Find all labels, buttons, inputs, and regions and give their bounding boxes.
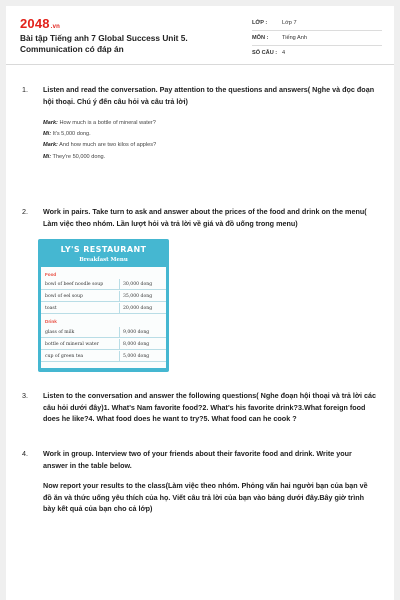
dialogue-text: It's 5,000 dong. bbox=[52, 131, 91, 138]
menu-item: cup of green tea bbox=[45, 353, 84, 359]
class-value: Lớp 7 bbox=[282, 20, 297, 26]
menu-price: 30,000 dong bbox=[123, 281, 153, 287]
question-number: 2. bbox=[22, 207, 28, 216]
subject-value: Tiếng Anh bbox=[282, 35, 307, 41]
menu-title: LY'S RESTAURANT bbox=[60, 245, 147, 254]
info-panel bbox=[252, 16, 382, 60]
menu-subtitle: Breakfast Menu bbox=[79, 257, 128, 263]
question-count-label: SỐ CÂU : bbox=[252, 50, 278, 56]
menu-price: 35,000 dong bbox=[123, 293, 153, 299]
menu-category-drink bbox=[41, 316, 166, 326]
menu-item: glass of milk bbox=[45, 329, 75, 335]
speaker-name: Mi: bbox=[43, 153, 52, 160]
menu-item: bowl of beef noodle soup bbox=[45, 281, 104, 287]
document-title: Bài tập Tiếng anh 7 Global Success Unit 5. Communication có đáp án bbox=[20, 33, 188, 54]
question-count-value: 4 bbox=[282, 50, 286, 56]
menu-row bbox=[41, 351, 166, 362]
speaker-name: Mark: bbox=[43, 142, 58, 149]
subject-label: MÔN : bbox=[252, 35, 269, 41]
menu-row bbox=[41, 303, 166, 314]
menu-category-food bbox=[41, 269, 166, 279]
dialogue-line bbox=[43, 119, 203, 127]
site-logo[interactable] bbox=[20, 16, 60, 31]
menu-item: bottle of mineral water bbox=[45, 341, 99, 347]
question-text: Work in group. Interview two of your friends about their favorite food and drink. Write your answer in the table below. bbox=[43, 449, 352, 470]
menu-price: 5,000 dong bbox=[123, 353, 150, 359]
speaker-name: Mark: bbox=[43, 120, 58, 126]
speaker-name: Mi: bbox=[43, 131, 52, 138]
menu-row bbox=[41, 279, 166, 290]
question-number: 1. bbox=[22, 85, 28, 94]
question-text: Listen and read the conversation. Pay attention to the questions and answers( Nghe và đọc đoạn hội thoại. Chú ý đến câu hỏi và câu trả lời) bbox=[43, 85, 375, 106]
column-divider bbox=[119, 291, 120, 301]
menu-row bbox=[41, 327, 166, 338]
dialogue-line bbox=[43, 130, 203, 138]
brand-name: 2048 bbox=[20, 16, 50, 31]
document-header bbox=[6, 6, 394, 65]
dialogue-line bbox=[43, 141, 203, 149]
question-text: Listen to the conversation and answer the following questions( Nghe đoạn hội thoại và trả lời các câu hỏi dưới đây)1. What's Nam favorite food?2. What's his favorite drink?3.What foreign food does he like?4. What food does he want to try?5. What food can he cook ? bbox=[43, 391, 376, 423]
question-count-row bbox=[252, 46, 382, 60]
column-divider bbox=[119, 339, 120, 349]
menu-row bbox=[41, 291, 166, 302]
menu-price: 20,000 dong bbox=[123, 305, 153, 311]
question-number: 4. bbox=[22, 449, 28, 458]
menu-table bbox=[41, 267, 166, 368]
menu-item: bowl of eel soup bbox=[45, 293, 83, 299]
column-divider bbox=[119, 279, 120, 289]
menu-row bbox=[41, 339, 166, 350]
dialogue-text: How much is a bottle of mineral water? bbox=[59, 120, 156, 126]
category-label: Food bbox=[45, 271, 57, 277]
column-divider bbox=[119, 327, 120, 337]
menu-price: 8,000 dong bbox=[123, 341, 150, 347]
question-number: 3. bbox=[22, 391, 28, 400]
restaurant-menu bbox=[38, 239, 169, 372]
dialogue-text: They're 50,000 dong. bbox=[52, 153, 106, 160]
category-label: Drink bbox=[45, 318, 57, 324]
question-text: Work in pairs. Take turn to ask and answer about the prices of the food and drink on the menu( Làm việc theo nhóm. Lần lượt hỏi và trả lời về giá và đồ uống trong menu) bbox=[43, 207, 367, 228]
column-divider bbox=[119, 303, 120, 313]
question-instruction: Now report your results to the class(Làm việc theo nhóm. Phỏng vấn hai người bạn của bạn về đồ ăn và thức uống yêu thích của họ. Viết câu trả lời của bạn vào bảng dưới đây.Bây giờ trình bày kết quả của bạn cho cả lớp) bbox=[43, 481, 368, 513]
column-divider bbox=[119, 351, 120, 361]
dialogue-text: And how much are two kilos of apples? bbox=[59, 142, 157, 149]
menu-item: toast bbox=[45, 305, 57, 311]
menu-price: 9,000 dong bbox=[123, 329, 150, 335]
subject-row bbox=[252, 31, 382, 46]
class-label: LỚP : bbox=[252, 20, 268, 26]
document-page bbox=[6, 6, 394, 600]
dialogue-line bbox=[43, 153, 203, 161]
class-row bbox=[252, 16, 382, 31]
conversation bbox=[43, 119, 203, 164]
brand-suffix: .vn bbox=[50, 24, 61, 30]
